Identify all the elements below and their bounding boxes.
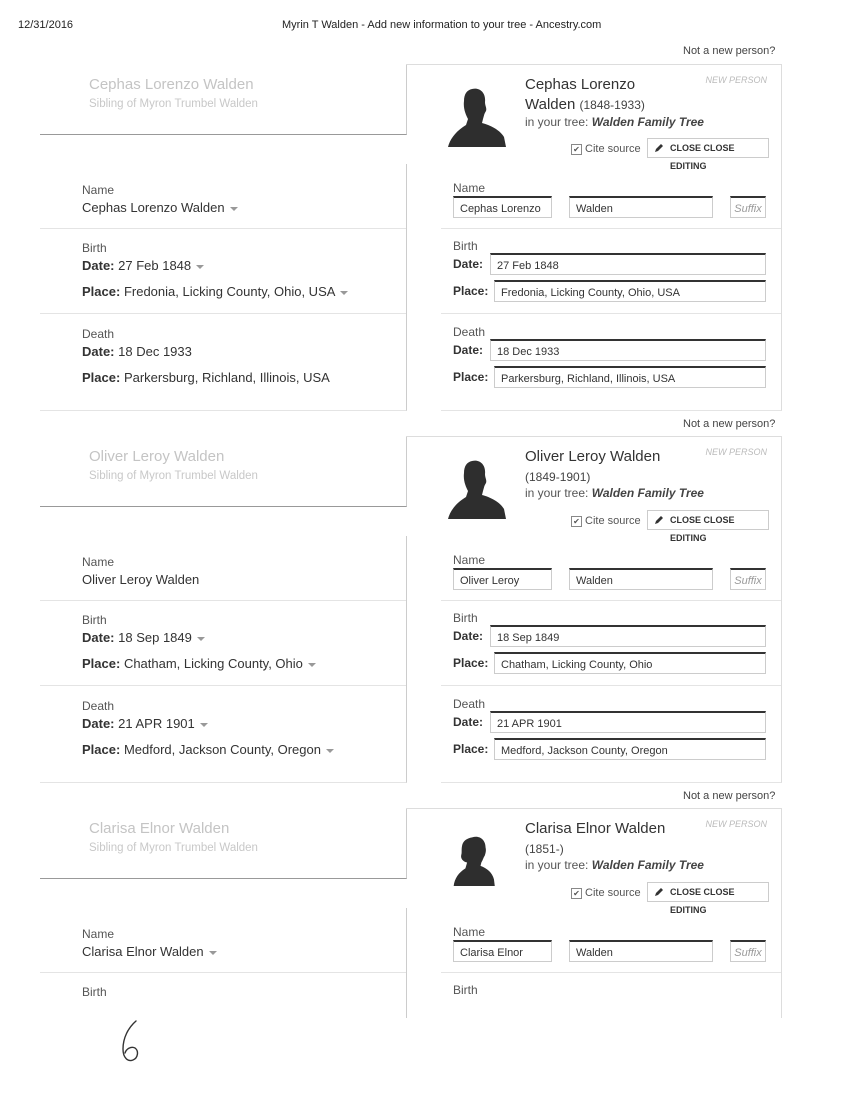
in-tree-label: in your tree:: [525, 486, 589, 500]
new-person-name: [525, 75, 645, 115]
new-person-years: (1848-1933): [579, 98, 645, 112]
place-label: Place:: [82, 284, 121, 299]
in-tree-label: in your tree:: [525, 858, 589, 872]
new-person-badge: NEW PERSON: [705, 819, 767, 829]
print-date: 12/31/2016: [18, 19, 74, 31]
birth-label: Birth: [453, 239, 478, 253]
existing-person-header: [40, 808, 407, 879]
new-person-badge: NEW PERSON: [705, 75, 767, 85]
existing-name-value[interactable]: [82, 200, 238, 215]
birth-label: Birth: [453, 983, 478, 997]
new-birth-panel: [441, 228, 782, 314]
place-label: Place:: [453, 656, 489, 670]
close-editing-label: CLOSE CLOSE EDITING: [670, 887, 735, 915]
death-date-text: 18 Dec 1933: [118, 344, 192, 359]
not-new-person-link[interactable]: Not a new person?: [683, 45, 776, 57]
tree-name[interactable]: Walden Family Tree: [591, 486, 704, 500]
date-label: Date:: [82, 258, 115, 273]
date-label: Date:: [453, 629, 484, 643]
date-label: Date:: [82, 630, 115, 645]
print-title: Myrin T Walden - Add new information to your tree - Ancestry.com: [282, 19, 602, 31]
in-your-tree: [525, 115, 704, 129]
person-section: [0, 808, 850, 1018]
name-label: Name: [453, 553, 486, 567]
existing-person-header: [40, 64, 407, 135]
close-editing-button[interactable]: [647, 510, 769, 543]
new-name-panel: [441, 908, 782, 973]
birth-label: Birth: [82, 985, 107, 999]
male-silhouette-icon: [446, 85, 508, 147]
death-place-text: Parkersburg, Richland, Illinois, USA: [123, 370, 330, 385]
chevron-down-icon[interactable]: [326, 749, 334, 753]
existing-death-date[interactable]: [82, 716, 208, 731]
new-person-years: (1851-): [525, 842, 564, 856]
existing-birth-date[interactable]: [82, 258, 204, 273]
new-birth-panel: [441, 600, 782, 686]
person-section: [0, 64, 850, 436]
chevron-down-icon[interactable]: [308, 663, 316, 667]
cite-source-checkbox[interactable]: [571, 143, 641, 155]
existing-name-panel: [40, 536, 407, 601]
new-person-header: [406, 436, 782, 543]
close-editing-button[interactable]: [647, 882, 769, 915]
existing-name-panel: [40, 164, 407, 229]
surname-input[interactable]: Walden: [569, 940, 713, 962]
existing-person-name: Oliver Leroy Walden: [89, 448, 225, 465]
cite-source-label: Cite source: [585, 887, 641, 899]
existing-person-relation: Sibling of Myron Trumbel Walden: [89, 470, 258, 482]
tree-name[interactable]: Walden Family Tree: [591, 858, 704, 872]
existing-person-name: Clarisa Elnor Walden: [89, 820, 230, 837]
existing-person-header: [40, 436, 407, 507]
pencil-icon: [654, 515, 664, 525]
date-label: Date:: [82, 344, 115, 359]
place-label: Place:: [453, 370, 489, 384]
existing-death-panel: [40, 313, 407, 411]
new-person-name: [525, 447, 660, 487]
male-silhouette-icon: [446, 457, 508, 519]
birth-label: Birth: [82, 613, 107, 627]
given-name-input[interactable]: Oliver Leroy: [453, 568, 552, 590]
place-label: Place:: [82, 742, 121, 757]
name-label: Name: [453, 181, 486, 195]
checkbox-check-icon[interactable]: ✔: [571, 888, 582, 899]
existing-death-date[interactable]: [82, 344, 192, 359]
date-label: Date:: [453, 715, 484, 729]
existing-name-text: Cephas Lorenzo Walden: [82, 200, 225, 215]
existing-death-place[interactable]: [82, 370, 330, 385]
chevron-down-icon[interactable]: [196, 265, 204, 269]
tree-name[interactable]: Walden Family Tree: [591, 115, 704, 129]
chevron-down-icon[interactable]: [209, 951, 217, 955]
given-name-input[interactable]: Clarisa Elnor: [453, 940, 552, 962]
name-label: Name: [82, 555, 115, 569]
existing-birth-panel: [40, 600, 407, 686]
in-your-tree: [525, 486, 704, 500]
checkbox-check-icon[interactable]: ✔: [571, 516, 582, 527]
person-section: [0, 436, 850, 808]
surname-input[interactable]: Walden: [569, 196, 713, 218]
existing-birth-place[interactable]: [82, 284, 348, 299]
death-label: Death: [453, 697, 486, 711]
new-death-panel: [441, 685, 782, 783]
close-editing-label: CLOSE CLOSE EDITING: [670, 143, 735, 171]
suffix-input[interactable]: Suffix: [730, 940, 766, 962]
death-label: Death: [82, 699, 115, 713]
death-place-text: Medford, Jackson County, Oregon: [123, 742, 321, 757]
date-label: Date:: [82, 716, 115, 731]
suffix-input[interactable]: Suffix: [730, 196, 766, 218]
chevron-down-icon[interactable]: [197, 637, 205, 641]
pencil-icon: [654, 887, 664, 897]
birth-place-input[interactable]: Chatham, Licking County, Ohio: [494, 652, 766, 674]
chevron-down-icon[interactable]: [200, 723, 208, 727]
in-tree-label: in your tree:: [525, 115, 589, 129]
existing-birth-place[interactable]: [82, 656, 316, 671]
death-date-input[interactable]: 21 APR 1901: [490, 711, 766, 733]
existing-name-panel: [40, 908, 407, 973]
birth-date-input[interactable]: 27 Feb 1848: [490, 253, 766, 275]
existing-birth-date[interactable]: [82, 630, 205, 645]
birth-date-text: 18 Sep 1849: [118, 630, 192, 645]
death-date-input[interactable]: 18 Dec 1933: [490, 339, 766, 361]
existing-name-text: Clarisa Elnor Walden: [82, 944, 204, 959]
new-death-panel: [441, 313, 782, 411]
cite-source-label: Cite source: [585, 515, 641, 527]
birth-place-input[interactable]: Fredonia, Licking County, Ohio, USA: [494, 280, 766, 302]
close-editing-button[interactable]: [647, 138, 769, 171]
new-name-panel: [441, 536, 782, 601]
birth-label: Birth: [82, 241, 107, 255]
place-label: Place:: [453, 742, 489, 756]
new-person-name-line1: Clarisa Elnor Walden: [525, 820, 666, 837]
name-label: Name: [82, 183, 115, 197]
existing-birth-panel: [40, 228, 407, 314]
existing-person-name: Cephas Lorenzo Walden: [89, 76, 254, 93]
not-new-person-link[interactable]: Not a new person?: [683, 418, 776, 430]
new-name-panel: [441, 164, 782, 229]
in-your-tree: [525, 858, 704, 872]
name-label: Name: [82, 927, 115, 941]
chevron-down-icon[interactable]: [230, 207, 238, 211]
surname-input[interactable]: Walden: [569, 568, 713, 590]
new-person-header: [406, 64, 782, 171]
new-person-header: [406, 808, 782, 915]
pencil-icon: [654, 143, 664, 153]
not-new-person-link[interactable]: Not a new person?: [683, 790, 776, 802]
birth-date-input[interactable]: 18 Sep 1849: [490, 625, 766, 647]
existing-name-value[interactable]: [82, 572, 199, 587]
new-person-name-line1: Cephas Lorenzo: [525, 76, 636, 93]
death-place-input[interactable]: Medford, Jackson County, Oregon: [494, 738, 766, 760]
new-person-badge: NEW PERSON: [705, 447, 767, 457]
handwritten-page-mark: [118, 1018, 148, 1064]
cite-source-checkbox[interactable]: [571, 515, 641, 527]
close-editing-label: CLOSE CLOSE EDITING: [670, 515, 735, 543]
birth-date-text: 27 Feb 1848: [118, 258, 192, 273]
birth-place-text: Chatham, Licking County, Ohio: [123, 656, 303, 671]
new-person-name-line2: Walden: [525, 96, 576, 113]
new-person-name-line1: Oliver Leroy Walden: [525, 448, 661, 465]
date-label: Date:: [453, 257, 484, 271]
new-person-name: [525, 819, 665, 859]
birth-place-text: Fredonia, Licking County, Ohio, USA: [123, 284, 336, 299]
name-label: Name: [453, 925, 486, 939]
new-birth-panel: [441, 972, 782, 1018]
cite-source-label: Cite source: [585, 143, 641, 155]
existing-name-text: Oliver Leroy Walden: [82, 572, 200, 587]
existing-person-relation: Sibling of Myron Trumbel Walden: [89, 842, 258, 854]
given-name-input[interactable]: Cephas Lorenzo: [453, 196, 552, 218]
death-label: Death: [82, 327, 115, 341]
female-silhouette-icon: [452, 829, 504, 891]
existing-birth-panel: [40, 972, 407, 1018]
existing-name-value[interactable]: [82, 944, 217, 959]
suffix-input[interactable]: Suffix: [730, 568, 766, 590]
chevron-down-icon[interactable]: [340, 291, 348, 295]
birth-label: Birth: [453, 611, 478, 625]
place-label: Place:: [82, 370, 121, 385]
death-place-input[interactable]: Parkersburg, Richland, Illinois, USA: [494, 366, 766, 388]
death-date-text: 21 APR 1901: [118, 716, 195, 731]
cite-source-checkbox[interactable]: [571, 887, 641, 899]
new-person-years: (1849-1901): [525, 470, 591, 484]
date-label: Date:: [453, 343, 484, 357]
death-label: Death: [453, 325, 486, 339]
checkbox-check-icon[interactable]: ✔: [571, 144, 582, 155]
existing-death-place[interactable]: [82, 742, 334, 757]
existing-person-relation: Sibling of Myron Trumbel Walden: [89, 98, 258, 110]
place-label: Place:: [82, 656, 121, 671]
place-label: Place:: [453, 284, 489, 298]
existing-death-panel: [40, 685, 407, 783]
